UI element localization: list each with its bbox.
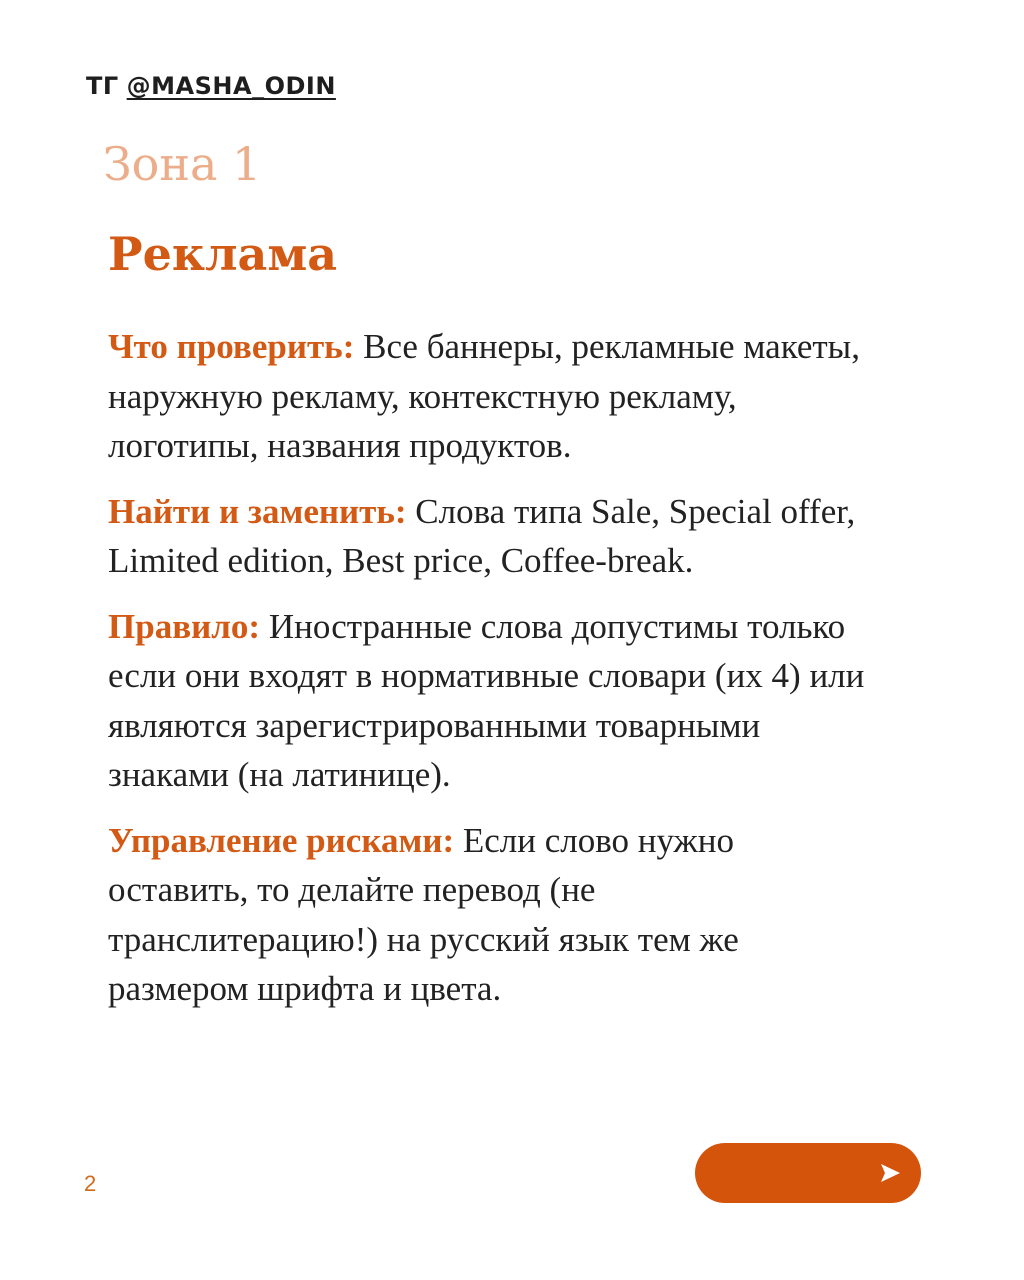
page-title: Реклама xyxy=(108,227,338,281)
section-text: Слова типа Sale, Special offer, Limited edition, Best price, Coffee-break. xyxy=(108,491,856,580)
handle-prefix: ТГ xyxy=(86,72,119,100)
section-label: Что проверить: xyxy=(108,327,355,366)
zone-label: Зона 1 xyxy=(103,137,262,191)
section-replace xyxy=(108,487,868,586)
section-rule xyxy=(108,602,868,800)
section-risks xyxy=(108,816,868,1014)
page-number: 2 xyxy=(84,1171,97,1196)
content-body xyxy=(108,322,868,1030)
section-check xyxy=(108,322,868,471)
section-label: Управление рисками: xyxy=(108,820,455,860)
next-page-button[interactable] xyxy=(695,1143,921,1203)
section-text: Если слово нужно оставить, то делайте перевод (не транслитерацию!) на русский язык тем же размером шрифта и цвета. xyxy=(108,820,739,1008)
section-label: Правило: xyxy=(108,606,261,646)
section-label: Найти и заменить: xyxy=(108,491,407,531)
play-arrow-icon xyxy=(879,1162,901,1184)
section-text: Иностранные слова допустимы только если они входят в нормативные словари (их 4) или являются зарегистрированными товарными знаками (на латинице). xyxy=(108,606,865,794)
section-text: Все баннеры, рекламные макеты, наружную рекламу, контекстную рекламу, логотипы, названия продуктов. xyxy=(108,327,860,465)
channel-handle xyxy=(86,70,336,102)
username-link[interactable]: @MASHA_ODIN xyxy=(126,72,336,100)
